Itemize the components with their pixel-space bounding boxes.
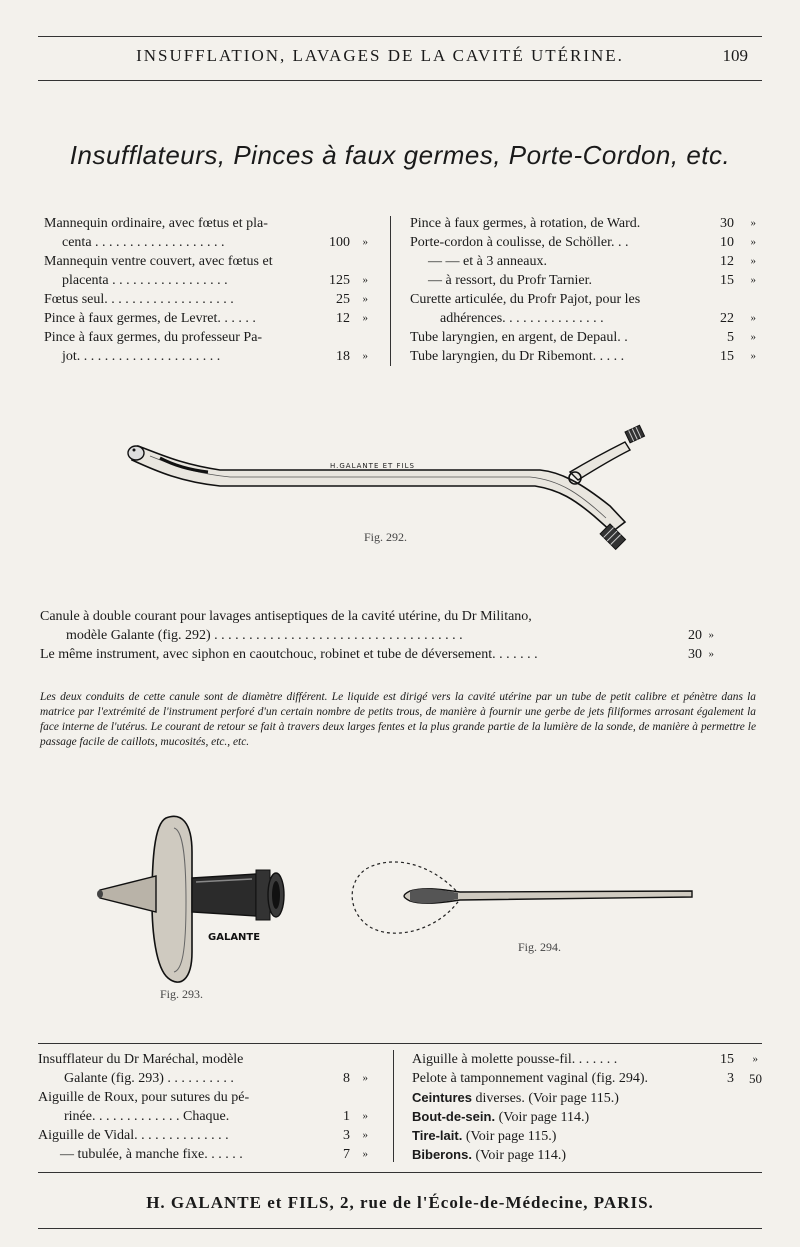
item-text: Galante (fig. 293) . . . . . . . . . . — [64, 1071, 234, 1086]
item-text: Pince à faux germes, à rotation, de Ward. — [410, 216, 641, 231]
item-text: centa . . . . . . . . . . . . . . . . . . . — [62, 235, 225, 250]
bottom-section-rule — [38, 1043, 762, 1044]
item-price-unit: » — [362, 350, 368, 362]
item-text: (Voir page 114.) — [475, 1148, 567, 1163]
item-price-unit: » — [362, 293, 368, 305]
item-price: 30 — [688, 647, 702, 662]
item-text: placenta . . . . . . . . . . . . . . . . . — [62, 273, 228, 288]
item-price-unit: » — [750, 331, 756, 343]
column-divider — [390, 216, 391, 366]
item-price: 18 — [336, 349, 350, 364]
item-text: Pelote à tamponnement vaginal (fig. 294). — [412, 1071, 648, 1086]
running-title: INSUFFLATION, LAVAGES DE LA CAVITÉ UTÉRINE. — [136, 46, 624, 65]
item-price: 15 — [720, 349, 734, 364]
item-text: modèle Galante (fig. 292) . . . . . . . . . . . . . . . . . . . . . . . . . . . . . . . . . . . . — [66, 628, 463, 643]
item-price: 125 — [329, 273, 350, 288]
item-price-unit: » — [708, 648, 714, 660]
item-price-unit: » — [750, 312, 756, 324]
page-number: 109 — [722, 46, 748, 65]
item-text: — à ressort, du Profr Tarnier. — [428, 273, 593, 288]
item-text: Aiguille de Roux, pour sutures du pé- — [38, 1090, 250, 1105]
top-right-price-list — [410, 214, 766, 366]
item-price: 7 — [343, 1147, 350, 1162]
item-price-unit: » — [362, 1110, 368, 1122]
item-price: 12 — [720, 254, 734, 269]
item-price: 10 — [720, 235, 734, 250]
item-price-unit: » — [362, 312, 368, 324]
item-price-unit: » — [750, 350, 756, 362]
top-left-price-list — [44, 214, 374, 366]
column-divider — [393, 1050, 394, 1162]
item-text: Canule à double courant pour lavages antiseptiques de la cavité utérine, du Dr Militano, — [40, 609, 532, 624]
item-price-unit: » — [750, 255, 756, 267]
fig-292-caption: Fig. 292. — [364, 530, 408, 544]
page-header — [0, 46, 800, 74]
item-price: 1 — [343, 1109, 350, 1124]
item-text: (Voir page 114.) — [498, 1110, 590, 1125]
item-price: 25 — [336, 292, 350, 307]
item-heading: Tire-lait. — [412, 1128, 463, 1143]
item-text: Mannequin ventre couvert, avec fœtus et — [44, 254, 273, 269]
item-price-unit: » — [750, 217, 756, 229]
canule-price-list — [40, 607, 760, 664]
item-text: Tube laryngien, du Dr Ribemont. . . . . — [410, 349, 625, 364]
item-price-unit: » — [362, 1072, 368, 1084]
item-text: — tubulée, à manche fixe. . . . . . — [60, 1147, 243, 1162]
item-price-unit: » — [362, 274, 368, 286]
engraved-maker-mark: GALANTE — [208, 932, 261, 943]
bottom-right-price-list — [412, 1050, 768, 1164]
item-price: 8 — [343, 1071, 350, 1086]
fig-293-insufflator-illustration — [96, 812, 296, 987]
item-text: diverses. (Voir page 115.) — [475, 1091, 619, 1106]
top-rule — [38, 36, 762, 37]
item-heading: Bout-de-sein. — [412, 1109, 496, 1124]
item-text: — — et à 3 anneaux. — [428, 254, 547, 269]
item-price: 3 — [727, 1071, 734, 1086]
description-note: Les deux conduits de cette canule sont de diamètre différent. Le liquide est dirigé vers la cavité utérine par un tube de petit calibre et pénètre dans la matrice par l'extrémité de l'instrument perforé d'un certain nombre de petits trous, de manière à fournir une gerbe de jets filiformes arrosant également la face interne de l'utérus. Le courant de retour se fait à travers deux larges fentes et la plus grande partie de la lumière de la sonde, de manière à permettre le passage facile de caillots, mucosités, etc., etc. — [40, 691, 756, 748]
item-text: Aiguille de Vidal. . . . . . . . . . . . . . — [38, 1128, 229, 1143]
item-price: 20 — [688, 628, 702, 643]
item-text: adhérences. . . . . . . . . . . . . . . — [440, 311, 604, 326]
item-price: 3 — [343, 1128, 350, 1143]
engraved-maker-mark: H.GALANTE ET FILS — [330, 462, 415, 470]
item-heading: Ceintures — [412, 1090, 472, 1105]
footer-rule — [38, 1172, 762, 1173]
item-price: 22 — [720, 311, 734, 326]
fig-293-caption: Fig. 293. — [160, 987, 204, 1001]
fig-294-pelote-illustration — [350, 855, 700, 940]
item-price-unit: » — [362, 1148, 368, 1160]
item-price: 15 — [720, 1052, 734, 1067]
header-rule — [38, 80, 762, 81]
item-price: 100 — [329, 235, 350, 250]
item-text: rinée. . . . . . . . . . . . . Chaque. — [64, 1109, 230, 1124]
item-heading: Biberons. — [412, 1147, 472, 1162]
item-text: (Voir page 115.) — [465, 1129, 557, 1144]
item-price-unit: » — [750, 274, 756, 286]
item-price-unit: » — [362, 236, 368, 248]
item-text: Tube laryngien, en argent, de Depaul. . — [410, 330, 628, 345]
item-price: 15 — [720, 273, 734, 288]
bottom-rule — [38, 1228, 762, 1229]
item-text: Insufflateur du Dr Maréchal, modèle — [38, 1052, 244, 1067]
item-text: Porte-cordon à coulisse, de Schöller. . . — [410, 235, 629, 250]
item-text: Le même instrument, avec siphon en caoutchouc, robinet et tube de déversement. . . . . . . — [40, 647, 538, 662]
item-price-unit: » — [752, 1053, 758, 1065]
item-text: Fœtus seul. . . . . . . . . . . . . . . . . . . — [44, 292, 234, 307]
item-text: Mannequin ordinaire, avec fœtus et pla- — [44, 216, 268, 231]
fig-294-caption: Fig. 294. — [518, 940, 562, 954]
item-price: 5 — [727, 330, 734, 345]
item-price-unit: 50 — [749, 1071, 762, 1086]
item-text: Aiguille à molette pousse-fil. . . . . . . — [412, 1052, 618, 1067]
item-text: Pince à faux germes, du professeur Pa- — [44, 330, 263, 345]
item-text: Pince à faux germes, de Levret. . . . . . — [44, 311, 256, 326]
section-title: Insufflateurs, Pinces à faux germes, Porte-Cordon, etc. — [69, 140, 731, 170]
item-text: jot. . . . . . . . . . . . . . . . . . . . . — [62, 349, 221, 364]
item-text: Curette articulée, du Profr Pajot, pour les — [410, 292, 641, 307]
item-price-unit: » — [750, 236, 756, 248]
item-price-unit: » — [362, 1129, 368, 1141]
item-price-unit: » — [708, 629, 714, 641]
publisher-footer: H. GALANTE et FILS, 2, rue de l'École-de-Médecine, PARIS. — [146, 1193, 654, 1212]
bottom-left-price-list — [38, 1050, 370, 1164]
item-price: 30 — [720, 216, 734, 231]
item-price: 12 — [336, 311, 350, 326]
